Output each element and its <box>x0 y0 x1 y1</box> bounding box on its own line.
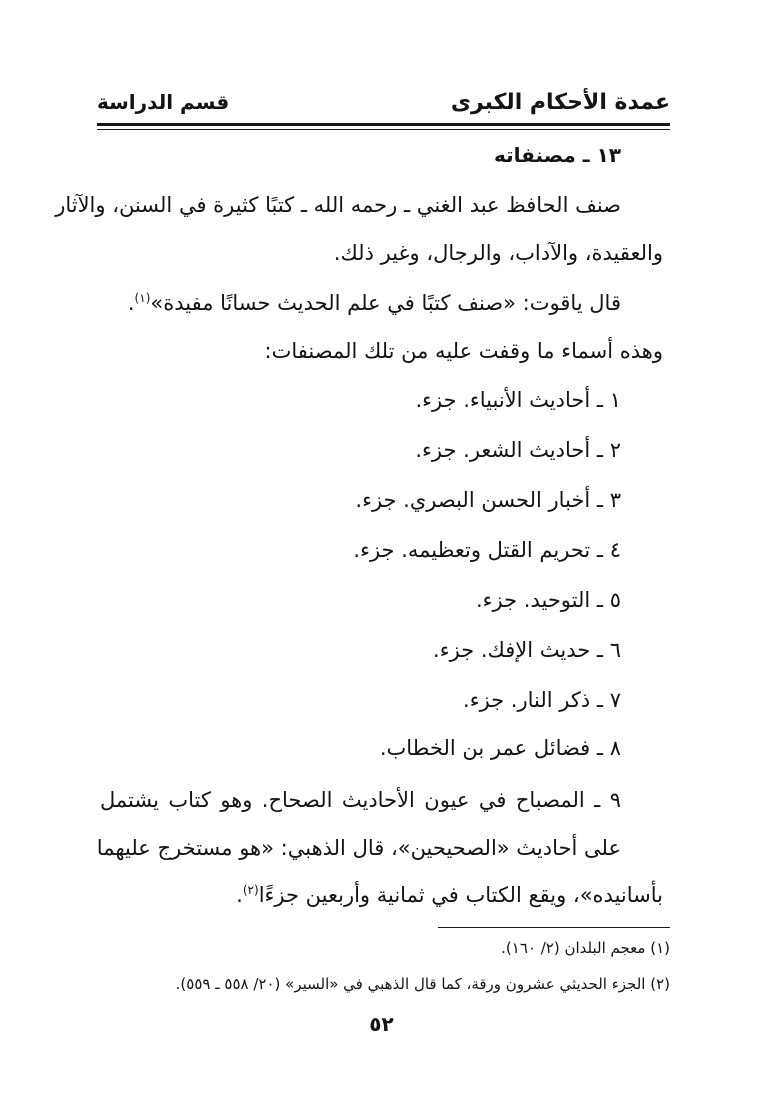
footnote-ref[interactable]: (١) <box>134 291 151 305</box>
list-item: ٥ ـ التوحيد. جزء. <box>475 588 621 612</box>
paragraph-line: وهذه أسماء ما وقفت عليه من تلك المصنفات: <box>264 339 663 363</box>
header-rule-thick <box>97 123 670 126</box>
paragraph-line: صنف الحافظ عبد الغني ـ رحمه الله ـ كتبًا كثيرة في السنن، والآثار <box>55 193 621 217</box>
paragraph-line: ٩ ـ المصباح في عيون الأحاديث الصحاح. وهو كتاب يشتمل <box>100 788 621 812</box>
line-end: . <box>236 883 243 907</box>
footnote-ref[interactable]: (٢) <box>242 883 259 897</box>
section-heading: ١٣ ـ مصنفاته <box>494 143 621 167</box>
list-item: ٨ ـ فضائل عمر بن الخطاب. <box>379 736 621 760</box>
footnote-separator <box>438 927 670 928</box>
book-title: عمدة الأحكام الكبرى <box>450 90 670 115</box>
quote-text: قال ياقوت: «صنف كتبًا في علم الحديث حسانًا مفيدة» <box>150 291 621 315</box>
paragraph-text: بأسانيده»، ويقع الكتاب في ثمانية وأربعين جزءًا <box>258 883 663 907</box>
running-header <box>97 88 670 122</box>
footnote: (٢) الجزء الحديثي عشرون ورقة، كما قال الذهبي في «السير» (٢٠/ ٥٥٨ ـ ٥٥٩). <box>175 975 670 993</box>
footnote: (١) معجم البلدان (٢/ ١٦٠). <box>501 939 670 957</box>
list-item: ٦ ـ حديث الإفك. جزء. <box>433 638 621 662</box>
line-end: . <box>127 291 135 315</box>
list-item: ٣ ـ أخبار الحسن البصري. جزء. <box>355 488 621 512</box>
list-item: ١ ـ أحاديث الأنبياء. جزء. <box>415 388 621 412</box>
list-item: ٤ ـ تحريم القتل وتعظيمه. جزء. <box>353 538 621 562</box>
paragraph-line <box>236 880 663 910</box>
list-item: ٢ ـ أحاديث الشعر. جزء. <box>415 438 621 462</box>
page-number: ٥٢ <box>369 1012 394 1036</box>
section-title: قسم الدراسة <box>97 90 230 114</box>
paragraph-line <box>128 288 621 318</box>
paragraph-line: والعقيدة، والآداب، والرجال، وغير ذلك. <box>333 241 663 265</box>
list-item: ٧ ـ ذكر النار. جزء. <box>463 688 621 712</box>
paragraph-line: على أحاديث «الصحيحين»، قال الذهبي: «هو مستخرج عليهما <box>96 836 621 860</box>
header-rule-thin <box>97 129 670 130</box>
